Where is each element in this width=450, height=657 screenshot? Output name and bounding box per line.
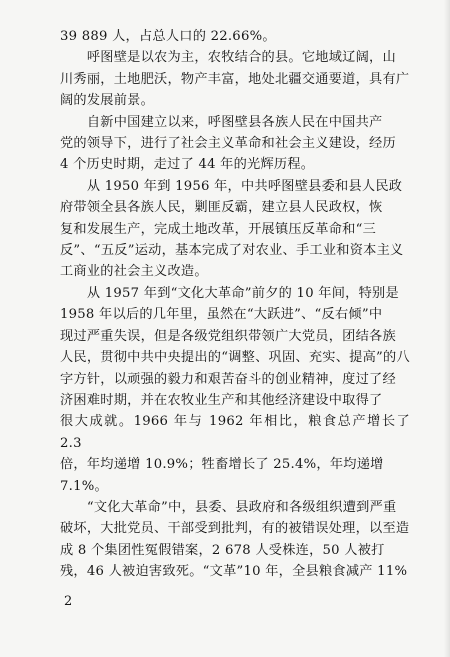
paragraph-1950-1956: 从 1950 年到 1956 年，中共呼图壁县委和县人民政 府带领全县各族人民，剿匪反霸，建立县人民政权，恢 复和发展生产，完成土地改革，开展镇压反革命和“三 反”、“五反”运动，基本完成了对农业、手工业和资本主义 工商业的社会主义改造。 — [60, 178, 404, 280]
paragraph-population: 39 889 人，占总人口的 22.66%。 — [60, 29, 276, 44]
paragraph-1957-1966: 从 1957 年到“文化大革命”前夕的 10 年间，特别是 1958 年以后的几年里，虽然在“大跃进”、“反右倾”中 现过严重失误，但是各级党组织带领广大党员，团结各族 人民，贯彻中共中央提出的“调整、巩固、充实、提高”的八 字方针，以顽强的毅力和艰苦奋斗的创业精神，度过了经 济困难时期，并在农牧业生产和其他经济建设中取得了 很大成就。1966 年与 1962 年相比，粮食总产增长了 2.3 倍，年均递增 10.9%；牲畜增长了 25.4%，年均递增 7.1%。 — [60, 285, 410, 494]
page-number: 2 — [64, 594, 73, 609]
scan-shadow — [444, 0, 450, 657]
paragraph-history-intro: 自新中国建立以来，呼图壁县各族人民在中国共产 党的领导下，进行了社会主义革命和社会主义建设，经历 4 个历史时期，走过了 44 年的光辉历程。 — [60, 114, 396, 173]
body-text — [60, 26, 410, 583]
paragraph-cultural-revolution: “文化大革命”中，县委、县政府和各级组织遭到严重 破坏，大批党员、干部受到批判，有的被错误处理，以至造 成 8 个集团性冤假错案，2 678 人受株连，50 人被打 残，46 人被迫害致死。“文革”10 年，全县粮食减产 11% — [60, 499, 410, 580]
paragraph-county-overview: 呼图壁是以农为主，农牧结合的县。它地域辽阔，山 川秀丽，土地肥沃，物产丰富，地处北疆交通要道，具有广 阔的发展前景。 — [60, 50, 410, 109]
